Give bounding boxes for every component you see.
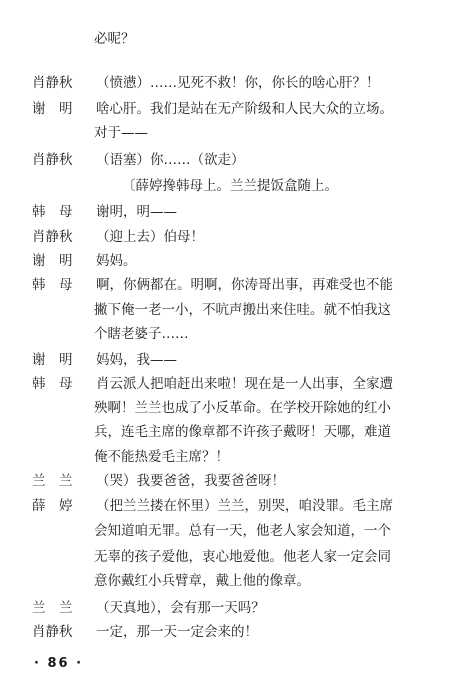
speaker-name: 韩 母 — [32, 204, 73, 220]
dialogue-text: 啊，你俩都在。明啊，你涛哥出事，再难受也不能 — [96, 277, 393, 293]
script-line — [0, 323, 474, 345]
dialogue-text: 啥心肝。我们是站在无产阶级和人民大众的立场。 — [96, 101, 393, 117]
speaker-name: 肖静秋 — [32, 624, 73, 640]
dialogue-text: 妈妈。 — [96, 253, 137, 269]
script-line — [0, 621, 474, 643]
script-line — [0, 122, 474, 144]
script-line — [0, 98, 474, 120]
speaker-name: 肖静秋 — [32, 229, 73, 245]
script-line — [0, 373, 474, 395]
dialogue-text: 一定，那一天一定会来的！ — [96, 624, 258, 640]
dialogue-text: 妈妈，我—— — [96, 352, 177, 368]
script-line — [0, 520, 474, 542]
stage-direction — [0, 175, 474, 197]
script-line — [0, 201, 474, 223]
script-line — [0, 446, 474, 468]
script-line — [0, 299, 474, 321]
script-line — [0, 250, 474, 272]
dialogue-text: （天真地），会有那一天吗？ — [96, 600, 265, 616]
script-line — [0, 28, 474, 50]
stage-direction-text: 〔薛婷搀韩母上。兰兰提饭盒随上。 — [122, 178, 338, 194]
speaker-name: 兰 兰 — [32, 600, 73, 616]
dialogue-text: 兵，连毛主席的像章都不许孩子戴呀！天哪，难道 — [94, 424, 391, 440]
dialogue-text: （愤懑）……见死不救！你，你长的啥心肝？！ — [96, 75, 380, 91]
speaker-name: 谢 明 — [32, 352, 73, 368]
script-line — [0, 570, 474, 592]
dialogue-text: （语塞）你……（欲走） — [96, 152, 245, 168]
speaker-name: 韩 母 — [32, 277, 73, 293]
script-line — [0, 149, 474, 171]
script-line — [0, 274, 474, 296]
dialogue-text: 无辜的孩子爱他，衷心地爱他。他老人家一定会同 — [94, 549, 391, 565]
dialogue-text: 肖云派人把咱赶出来啦！现在是一人出事，全家遭 — [96, 376, 393, 392]
script-line — [0, 546, 474, 568]
script-line — [0, 72, 474, 94]
speaker-name: 谢 明 — [32, 253, 73, 269]
script-line — [0, 226, 474, 248]
dialogue-text: 俺不能热爱毛主席？！ — [94, 449, 229, 465]
page-number: · 86 · — [34, 656, 84, 671]
dialogue-text: 殃啊！兰兰也成了小反革命。在学校开除她的红小 — [94, 400, 391, 416]
dialogue-text: 对于—— — [94, 125, 148, 141]
dialogue-text: 谢明，明—— — [96, 204, 177, 220]
dialogue-text: 个瞎老婆子…… — [94, 326, 189, 342]
dialogue-text: 意你戴红小兵臂章，戴上他的像章。 — [94, 573, 310, 589]
script-line — [0, 421, 474, 443]
speaker-name: 薛 婷 — [32, 498, 73, 514]
dialogue-text: （把兰兰搂在怀里）兰兰，别哭，咱没罪。毛主席 — [96, 498, 393, 514]
script-line — [0, 349, 474, 371]
dialogue-text: 会知道咱无罪。总有一天，他老人家会知道，一个 — [94, 523, 391, 539]
script-line — [0, 397, 474, 419]
speaker-name: 兰 兰 — [32, 473, 73, 489]
dialogue-text: （迎上去）伯母！ — [96, 229, 204, 245]
speaker-name: 肖静秋 — [32, 152, 73, 168]
speaker-name: 谢 明 — [32, 101, 73, 117]
dialogue-text: 必呢？ — [94, 31, 135, 47]
speaker-name: 韩 母 — [32, 376, 73, 392]
dialogue-text: 撇下俺一老一小，不吭声搬出来住哇。就不怕我这 — [94, 302, 391, 318]
script-line — [0, 470, 474, 492]
speaker-name: 肖静秋 — [32, 75, 73, 91]
script-line — [0, 495, 474, 517]
script-line — [0, 597, 474, 619]
dialogue-text: （哭）我要爸爸，我要爸爸呀！ — [96, 473, 285, 489]
